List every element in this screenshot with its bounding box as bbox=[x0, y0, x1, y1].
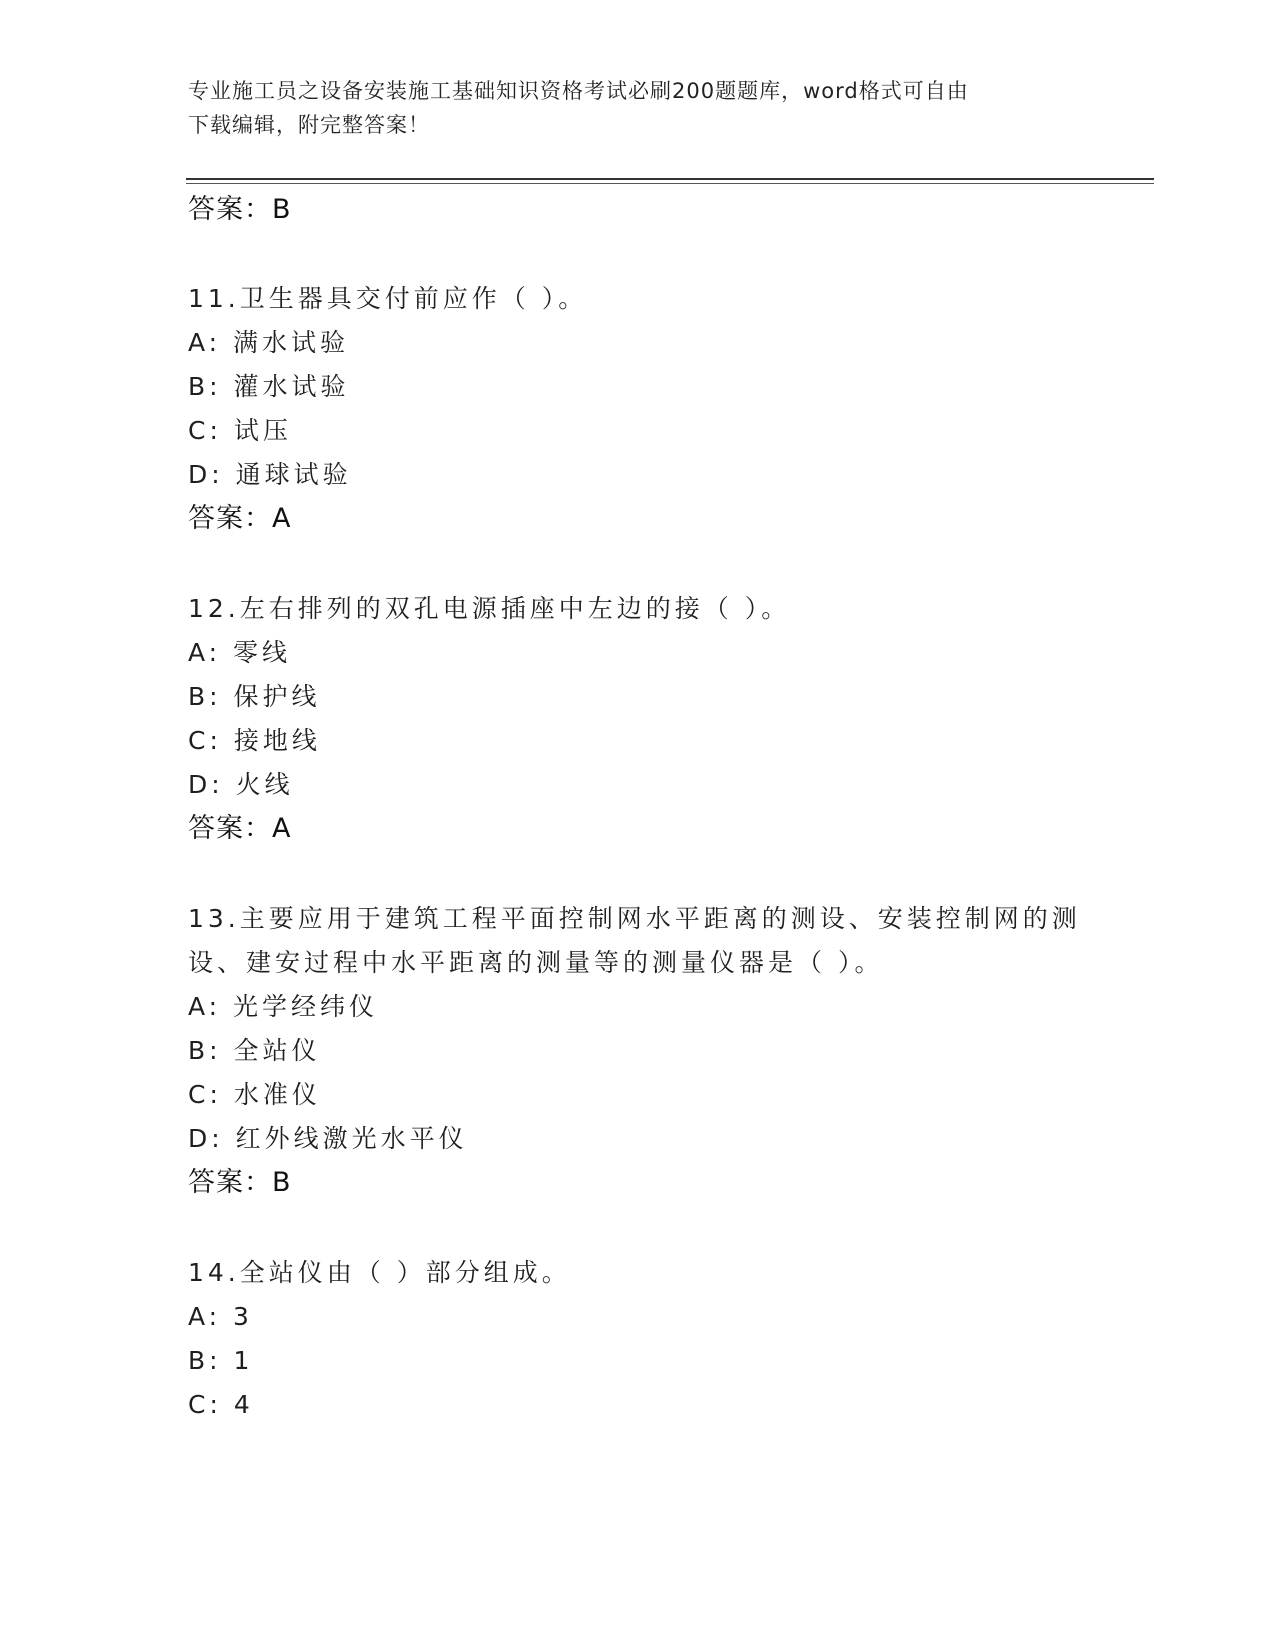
question-11-answer: 答案：A bbox=[188, 503, 292, 534]
question-13-option-d: D: 红外线激光水平仪 bbox=[188, 1124, 468, 1153]
header-divider-thick bbox=[186, 178, 1154, 180]
question-11-option-b: B: 灌水试验 bbox=[188, 372, 350, 401]
question-13-option-b: B: 全站仪 bbox=[188, 1036, 321, 1065]
header-divider-thin bbox=[186, 183, 1154, 184]
question-11-option-a: A: 满水试验 bbox=[188, 328, 350, 357]
header-line-1: 专业施工员之设备安装施工基础知识资格考试必刷200题题库，word格式可自由 bbox=[188, 79, 969, 103]
question-12-text: 12.左右排列的双孔电源插座中左边的接（ ）。 bbox=[188, 594, 791, 623]
question-11-option-d: D: 通球试验 bbox=[188, 460, 352, 489]
question-12-option-d: D: 火线 bbox=[188, 770, 294, 799]
question-12-option-a: A: 零线 bbox=[188, 638, 292, 667]
question-14-option-a: A: 3 bbox=[188, 1302, 253, 1331]
document-header bbox=[188, 74, 1068, 142]
question-11-text: 11.卫生器具交付前应作（ ）。 bbox=[188, 284, 588, 313]
answer-previous: 答案：B bbox=[188, 194, 292, 225]
question-12-answer: 答案：A bbox=[188, 813, 292, 844]
question-13-option-a: A: 光学经纬仪 bbox=[188, 992, 379, 1021]
question-14-option-c: C: 4 bbox=[188, 1390, 254, 1419]
header-line-2: 下载编辑，附完整答案！ bbox=[188, 113, 430, 137]
question-13-text-line-2: 设、建安过程中水平距离的测量等的测量仪器是（ ）。 bbox=[188, 948, 884, 977]
question-13-text-line-1: 13.主要应用于建筑工程平面控制网水平距离的测设、安装控制网的测 bbox=[188, 904, 1081, 933]
question-14-text: 14.全站仪由（ ）部分组成。 bbox=[188, 1258, 571, 1287]
question-13-answer: 答案：B bbox=[188, 1167, 292, 1198]
question-14-option-b: B: 1 bbox=[188, 1346, 254, 1375]
question-12-option-c: C: 接地线 bbox=[188, 726, 321, 755]
question-12-option-b: B: 保护线 bbox=[188, 682, 321, 711]
question-11-option-c: C: 试压 bbox=[188, 416, 292, 445]
question-13-option-c: C: 水准仪 bbox=[188, 1080, 321, 1109]
